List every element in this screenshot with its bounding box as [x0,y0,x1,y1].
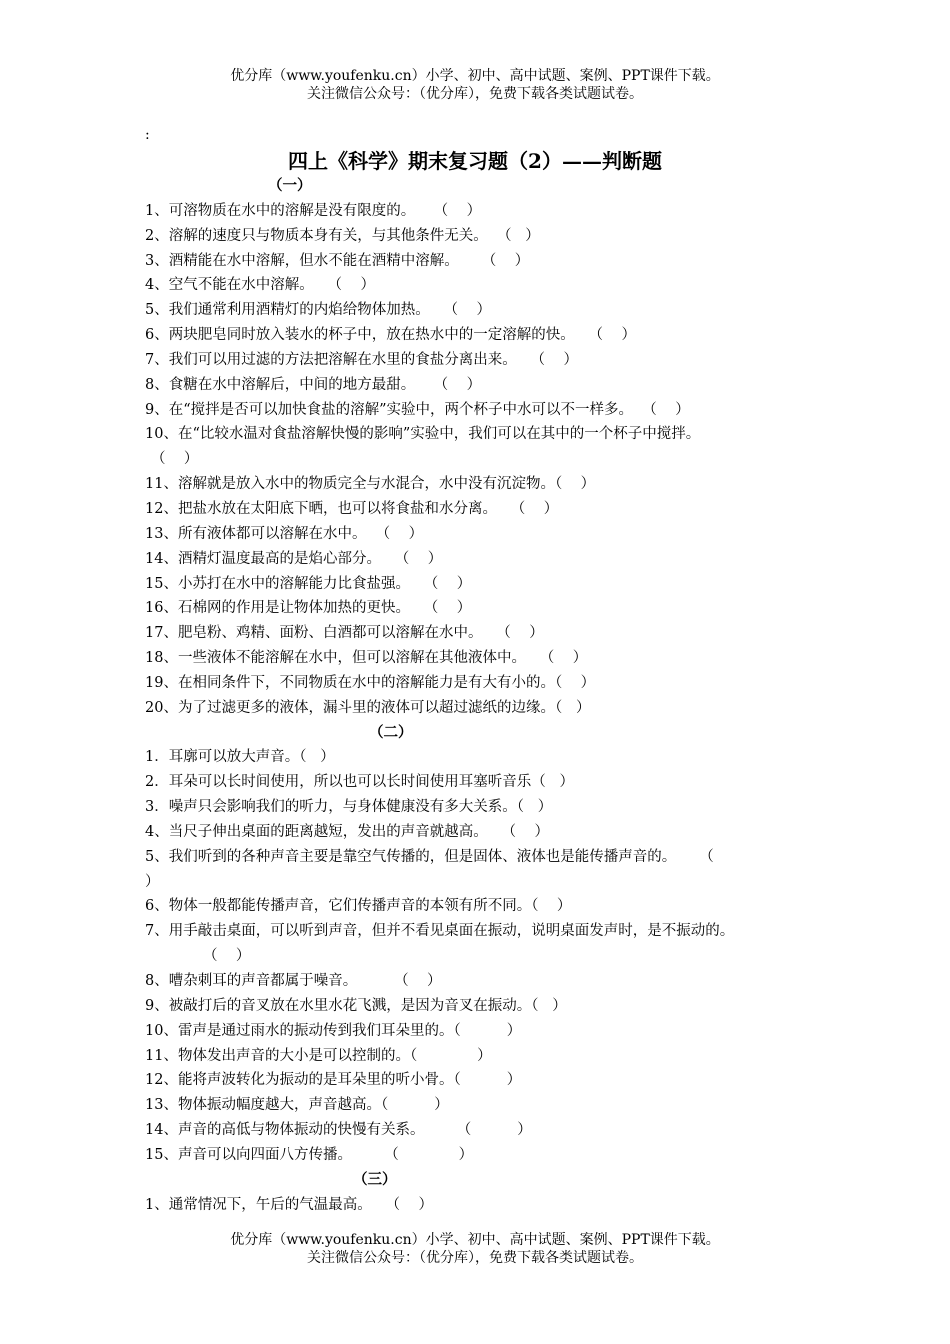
question-item: 3．噪声只会影响我们的听力，与身体健康没有多大关系。（ ） [145,799,553,816]
question-item: 1、通常情况下，午后的气温最高。 （ ） [145,1196,433,1213]
question-item: 2．耳朵可以长时间使用，所以也可以长时间使用耳塞听音乐（ ） [145,774,575,791]
question-item: 20、为了过滤更多的液体，漏斗里的液体可以超过滤纸的边缘。（ ） [145,699,591,716]
question-item: 12、把盐水放在太阳底下晒，也可以将食盐和水分离。 （ ） [145,500,559,517]
question-item: 19、在相同条件下，不同物质在水中的溶解能力是有大有小的。（ ） [145,674,596,691]
question-item: 15、小苏打在水中的溶解能力比食盐强。 （ ） [145,575,472,592]
document-title: 四上《科学》期末复习题（2）——判断题 [288,149,662,173]
question-item-continuation: （ ） [151,451,199,468]
question-item: 10、在“比较水温对食盐溶解快慢的影响”实验中，我们可以在其中的一个杯子中搅拌。 [145,426,701,443]
footer-line-1: 优分库（www.youfenku.cn）小学、初中、高中试题、案例、PPT课件下载。 [230,1232,720,1248]
question-item: 5、我们通常利用酒精灯的内焰给物体加热。 （ ） [145,302,491,319]
question-item: 4、当尺子伸出桌面的距离越短，发出的声音就越高。 （ ） [145,823,549,840]
question-item: 7、我们可以用过滤的方法把溶解在水里的食盐分离出来。 （ ） [145,351,578,368]
question-item: 9、在“搅拌是否可以加快食盐的溶解”实验中，两个杯子中水可以不一样多。 （ ） [145,401,690,418]
stray-colon: : [145,127,150,143]
question-item: 14、声音的高低与物体振动的快慢有关系。 （ ） [145,1122,532,1139]
question-item-continuation: （ ） [203,948,251,965]
page-footer [0,1231,950,1267]
question-item: 13、物体振动幅度越大，声音越高。（ ） [145,1097,449,1114]
question-item-continuation: ） [145,873,160,890]
question-item: 3、酒精能在水中溶解，但水不能在酒精中溶解。 （ ） [145,252,530,269]
question-item: 5、我们听到的各种声音主要是靠空气传播的，但是固体、液体也是能传播声音的。 （ [145,848,714,865]
question-item: 14、酒精灯温度最高的是焰心部分。 （ ） [145,550,443,567]
question-item: 9、被敲打后的音叉放在水里水花飞溅，是因为音叉在振动。（ ） [145,997,567,1014]
question-item: 8、食糖在水中溶解后，中间的地方最甜。 （ ） [145,376,482,393]
question-item: 13、所有液体都可以溶解在水中。 （ ） [145,525,424,542]
question-item: 6、两块肥皂同时放入装水的杯子中，放在热水中的一定溶解的快。 （ ） [145,327,636,344]
question-item: 6、物体一般都能传播声音，它们传播声音的本领有所不同。（ ） [145,898,572,915]
question-item: 8、嘈杂刺耳的声音都属于噪音。 （ ） [145,973,442,989]
question-item: 7、用手敲击桌面，可以听到声音，但并不看见桌面在振动，说明桌面发声时，是不振动的。 [145,923,735,940]
header-line-2: 关注微信公众号：（优分库），免费下载各类试题试卷。 [307,86,643,102]
question-item: 1．耳廓可以放大声音。（ ） [145,749,335,766]
question-item: 1、可溶物质在水中的溶解是没有限度的。 （ ） [145,202,482,219]
footer-line-2: 关注微信公众号：（优分库），免费下载各类试题试卷。 [307,1250,643,1266]
question-item: 2、溶解的速度只与物质本身有关，与其他条件无关。 （ ） [145,227,540,244]
question-item: 10、雷声是通过雨水的振动传到我们耳朵里的。（ ） [145,1022,522,1039]
question-item: 11、溶解就是放入水中的物质完全与水混合，水中没有沉淀物。（ ） [145,476,596,493]
question-list [145,174,825,1217]
section-heading-3: （三） [353,1170,397,1188]
header-line-1: 优分库（www.youfenku.cn）小学、初中、高中试题、案例、PPT课件下载。 [230,68,720,84]
question-item: 17、肥皂粉、鸡精、面粉、白酒都可以溶解在水中。 （ ） [145,625,544,642]
question-item: 16、石棉网的作用是让物体加热的更快。 （ ） [145,600,472,617]
question-item: 12、能将声波转化为振动的是耳朵里的听小骨。（ ） [145,1072,522,1089]
question-item: 11、物体发出声音的大小是可以控制的。（ ） [145,1047,492,1064]
page-header [0,67,950,103]
question-item: 15、声音可以向四面八方传播。 （ ） [145,1146,474,1163]
question-item: 18、一些液体不能溶解在水中，但可以溶解在其他液体中。 （ ） [145,650,588,667]
question-item: 4、空气不能在水中溶解。 （ ） [145,277,375,294]
section-heading-1: （一） [268,177,312,194]
section-heading-2: （二） [369,723,413,741]
